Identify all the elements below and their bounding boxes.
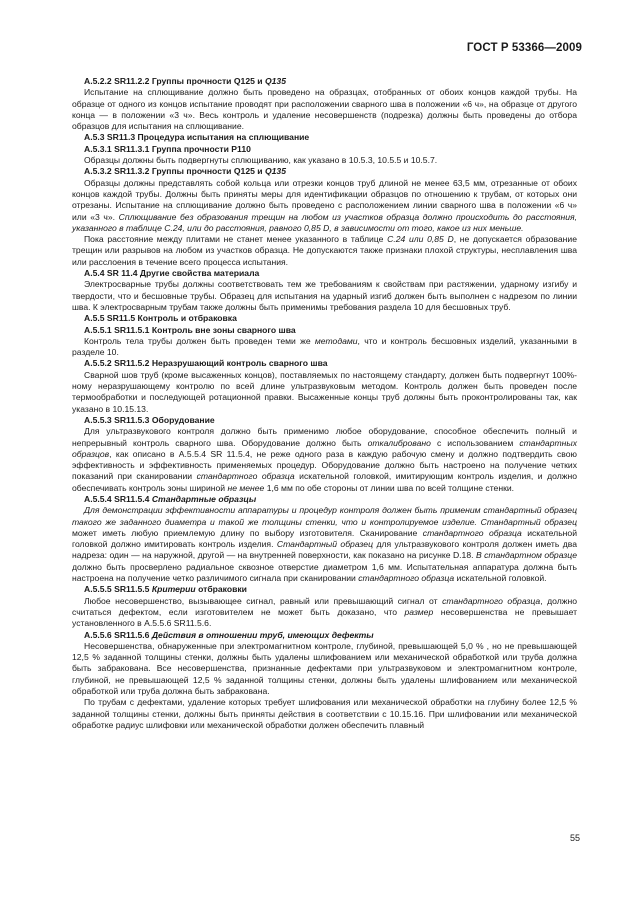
text-segment: , не допускается образование трещин или разрывов на любом из участков образца. Не допускаются также признаки плохой структуры, несплавления шва или расслоения в течение всего процесса испытания.: [72, 234, 577, 267]
text-segment: Пока расстояние между плитами не станет менее указанного в таблице: [84, 234, 388, 245]
text-segment: , что и контроль бесшовных изделий, указанными в разделе 10.: [72, 335, 577, 358]
italic-text: размер: [404, 606, 434, 617]
italic-text: Q135: [264, 76, 286, 86]
section-heading: [72, 132, 577, 143]
text-segment: искательной головкой должно имитировать контроль изделия.: [72, 527, 577, 550]
body-paragraph: [72, 697, 577, 731]
text-segment: Контроль тела трубы должен быть проведен теми же: [84, 335, 315, 346]
page-number: 55: [569, 833, 580, 843]
italic-text: откалибровано: [367, 437, 431, 448]
italic-text: Действия в отношении труб, имеющих дефекты: [151, 629, 374, 640]
italic-text: Критерии: [151, 584, 196, 595]
italic-text: стандартных образцов: [72, 437, 577, 459]
section-heading: [72, 494, 577, 505]
text-segment: несовершенства не превышает установленного в A.5.5.6 SR11.5.6.: [72, 606, 578, 629]
italic-text: стандартного образца: [442, 595, 541, 606]
text-segment: A.5.5.5 SR11.5.5: [84, 584, 152, 595]
italic-text: не менее: [227, 482, 265, 493]
body-paragraph: [72, 279, 577, 313]
text-segment: По трубам с дефектами, удаление которых требует шлифования или механической обработки на глубину более 12,5 % заданной толщины стенки, должны быть приняты действия в соответствии с 10.15.16. При шлифовании или механической обработке радиус шлифовки или механической обработки должен обеспечить плавный: [72, 697, 577, 730]
text-segment: Образцы должны представлять собой кольца или отрезки концов труб длиной не менее 63,5 мм, отрезанные от обоих концов каждой трубы. Должны быть приняты меры для идентификации образцов по отношению к трубам, от которых они отрезаны. Испытание на сплющивание должно быть проведено с расположением линии сварного шва в положении «6 ч» или «3 ч».: [72, 177, 577, 222]
section-heading: [72, 358, 577, 369]
text-segment: для ультразвукового контроля должен иметь два надреза: один — на наружной, другой — на внутренней поверхности, как показано на рисунке D.18.: [72, 539, 577, 561]
section-heading: [72, 325, 577, 336]
body-paragraph: [72, 505, 577, 584]
text-segment: A.5.3.2 SR11.3.2 Группы прочности Q125 и: [84, 166, 265, 177]
section-heading: [72, 584, 577, 595]
text-segment: Испытание на сплющивание должно быть проведено на образцах, отобранных от обоих концов каждой трубы. На образце от одного из концов испытание проводят при расположении сварного шва в положении «6 ч», на образце от другого конца — в положении «3 ч». Весь контроль и удаление несовершенств (подрезка) должны быть проведены до отбора образцов для испытания на сплющивание.: [72, 87, 577, 132]
italic-text: Сплющивание без образования трещин на любом из участков образца должно происходить до расстояния, указанного в таблице C.24, или до расстояния, равного 0,85 D, в зависимости от того, какое из них меньше.: [72, 211, 577, 233]
text-segment: A.5.5.1 SR11.5.1 Контроль вне зоны сварного шва: [84, 324, 296, 335]
body-paragraph: [72, 370, 577, 415]
section-heading: [72, 313, 577, 324]
text-segment: A.5.5.3 SR11.5.3 Оборудование: [84, 414, 215, 425]
italic-text: Для демонстрации эффективности аппаратуры и процедур контроля должен быть применим стандартный образец такого же заданного диаметра и такой же толщины стенки, что и контролируемое изделие. Стандартный образец: [72, 505, 577, 527]
section-heading: [72, 268, 577, 279]
text-segment: должно быть просверлено радиальное сквозное отверстие диаметром 1,6 мм. Испытательная аппаратура должна быть настроена на получение четко различимого сигнала при сканировании: [72, 561, 577, 584]
text-segment: Образцы должны быть подвергнуты сплющиванию, как указано в 10.5.3, 10.5.5 и 10.5.7.: [84, 155, 438, 166]
text-segment: A.5.5.2 SR11.5.2 Неразрушающий контроль сварного шва: [84, 358, 328, 369]
text-segment: , как описано в A.5.5.4 SR 11.5.4, не реже одного раза в каждую рабочую смену и должно подтвердить свою эффективность и эффективность применяемых процедур. Оборудование должно быть настроено на получение четких показаний при сканировании: [72, 448, 577, 482]
document-body: [72, 76, 577, 731]
text-segment: Для ультразвукового контроля должно быть применимо любое оборудование, способное обеспечить полный и непрерывный контроль сварного шва. Оборудование должно быть: [72, 426, 577, 448]
section-heading: [72, 166, 577, 177]
italic-text: Q135: [264, 166, 286, 177]
section-heading: [72, 415, 577, 426]
italic-text: методами: [314, 335, 358, 346]
text-segment: , должно считаться дефектом, если изготовителем не может быть доказано, что: [72, 595, 578, 617]
section-heading: [72, 144, 577, 155]
italic-text: C.24 или 0,85 D: [387, 234, 454, 245]
text-segment: A.5.3.1 SR11.3.1 Группа прочности P110: [84, 143, 251, 154]
text-segment: 1,6 мм по обе стороны от линии шва по всей толщине стенки.: [264, 482, 515, 493]
text-segment: A.5.2.2 SR11.2.2 Группы прочности Q125 и: [84, 76, 265, 86]
text-segment: Электросварные трубы должны соответствовать тем же требованиям к свойствам при растяжении, ударному изгибу и твердости, что и бесшовные трубы. Образец для испытания на ударный изгиб должен быть выполнен с надрезом по линии шва. К электросварным трубам также должны быть применимы требования раздела 10 для бесшовных труб.: [72, 279, 577, 312]
section-heading: [72, 76, 577, 87]
text-segment: может иметь любую приемлемую длину по выбору изготовителя. Сканирование: [72, 527, 423, 538]
text-segment: отбраковки: [195, 584, 247, 595]
text-segment: A.5.5.6 SR11.5.6: [84, 629, 152, 640]
text-segment: искательной головкой.: [454, 573, 547, 584]
document-header-code: ГОСТ Р 53366—2009: [466, 42, 582, 54]
text-segment: A.5.3 SR11.3 Процедура испытания на сплющивание: [84, 132, 310, 143]
italic-text: стандартного образца: [422, 527, 522, 538]
body-paragraph: [72, 178, 577, 234]
italic-text: Стандартные образцы: [151, 493, 257, 504]
text-segment: A.5.5 SR11.5 Контроль и отбраковка: [84, 313, 237, 324]
text-segment: искательной головкой, имитирующим контроль изделия, и должно обеспечивать контроль зоны шириной: [72, 471, 577, 493]
italic-text: стандартного образца: [358, 573, 455, 584]
italic-text: стандартного образца: [196, 471, 295, 482]
text-segment: A.5.5.4 SR11.5.4: [84, 493, 152, 504]
body-paragraph: [72, 87, 577, 132]
body-paragraph: [72, 426, 577, 494]
body-paragraph: [72, 641, 577, 697]
body-paragraph: [72, 155, 577, 166]
section-heading: [72, 630, 577, 641]
text-segment: A.5.4 SR 11.4 Другие свойства материала: [84, 268, 260, 279]
text-segment: Несовершенства, обнаруженные при электромагнитном контроле, глубиной, превышающей 5,0 % , но не превышающей 12,5 % заданной толщины стенки, должны быть удалены шлифованием или механической обработкой или труба должна быть забракована. Все несовершенства, признанные дефектами при ультразвуковом и электромагнитном контроле, глубиной, не превышающей 12,5 % заданной толщины стенки, должны быть удалены шлифованием или механической обработкой или труба должна быть забракована.: [72, 640, 577, 697]
text-segment: Любое несовершенство, вызывающее сигнал, равный или превышающий сигнал от: [84, 595, 443, 606]
text-segment: с использованием: [430, 437, 520, 448]
body-paragraph: [72, 336, 577, 359]
italic-text: В стандартном образце: [475, 550, 577, 561]
body-paragraph: [72, 596, 577, 630]
text-segment: Сварной шов труб (кроме высаженных концов), поставляемых по настоящему стандарту, должен быть подвергнут 100%-ному неразрушающему контролю по всей длине ультразвуковым методом. Контроль должен быть проведен после термообработки и последующей ротационной правки. Высаженные концы труб должны быть проконтролированы так, как указано в 10.15.13.: [72, 369, 577, 414]
body-paragraph: [72, 234, 577, 268]
italic-text: Стандартный образец: [276, 539, 373, 550]
